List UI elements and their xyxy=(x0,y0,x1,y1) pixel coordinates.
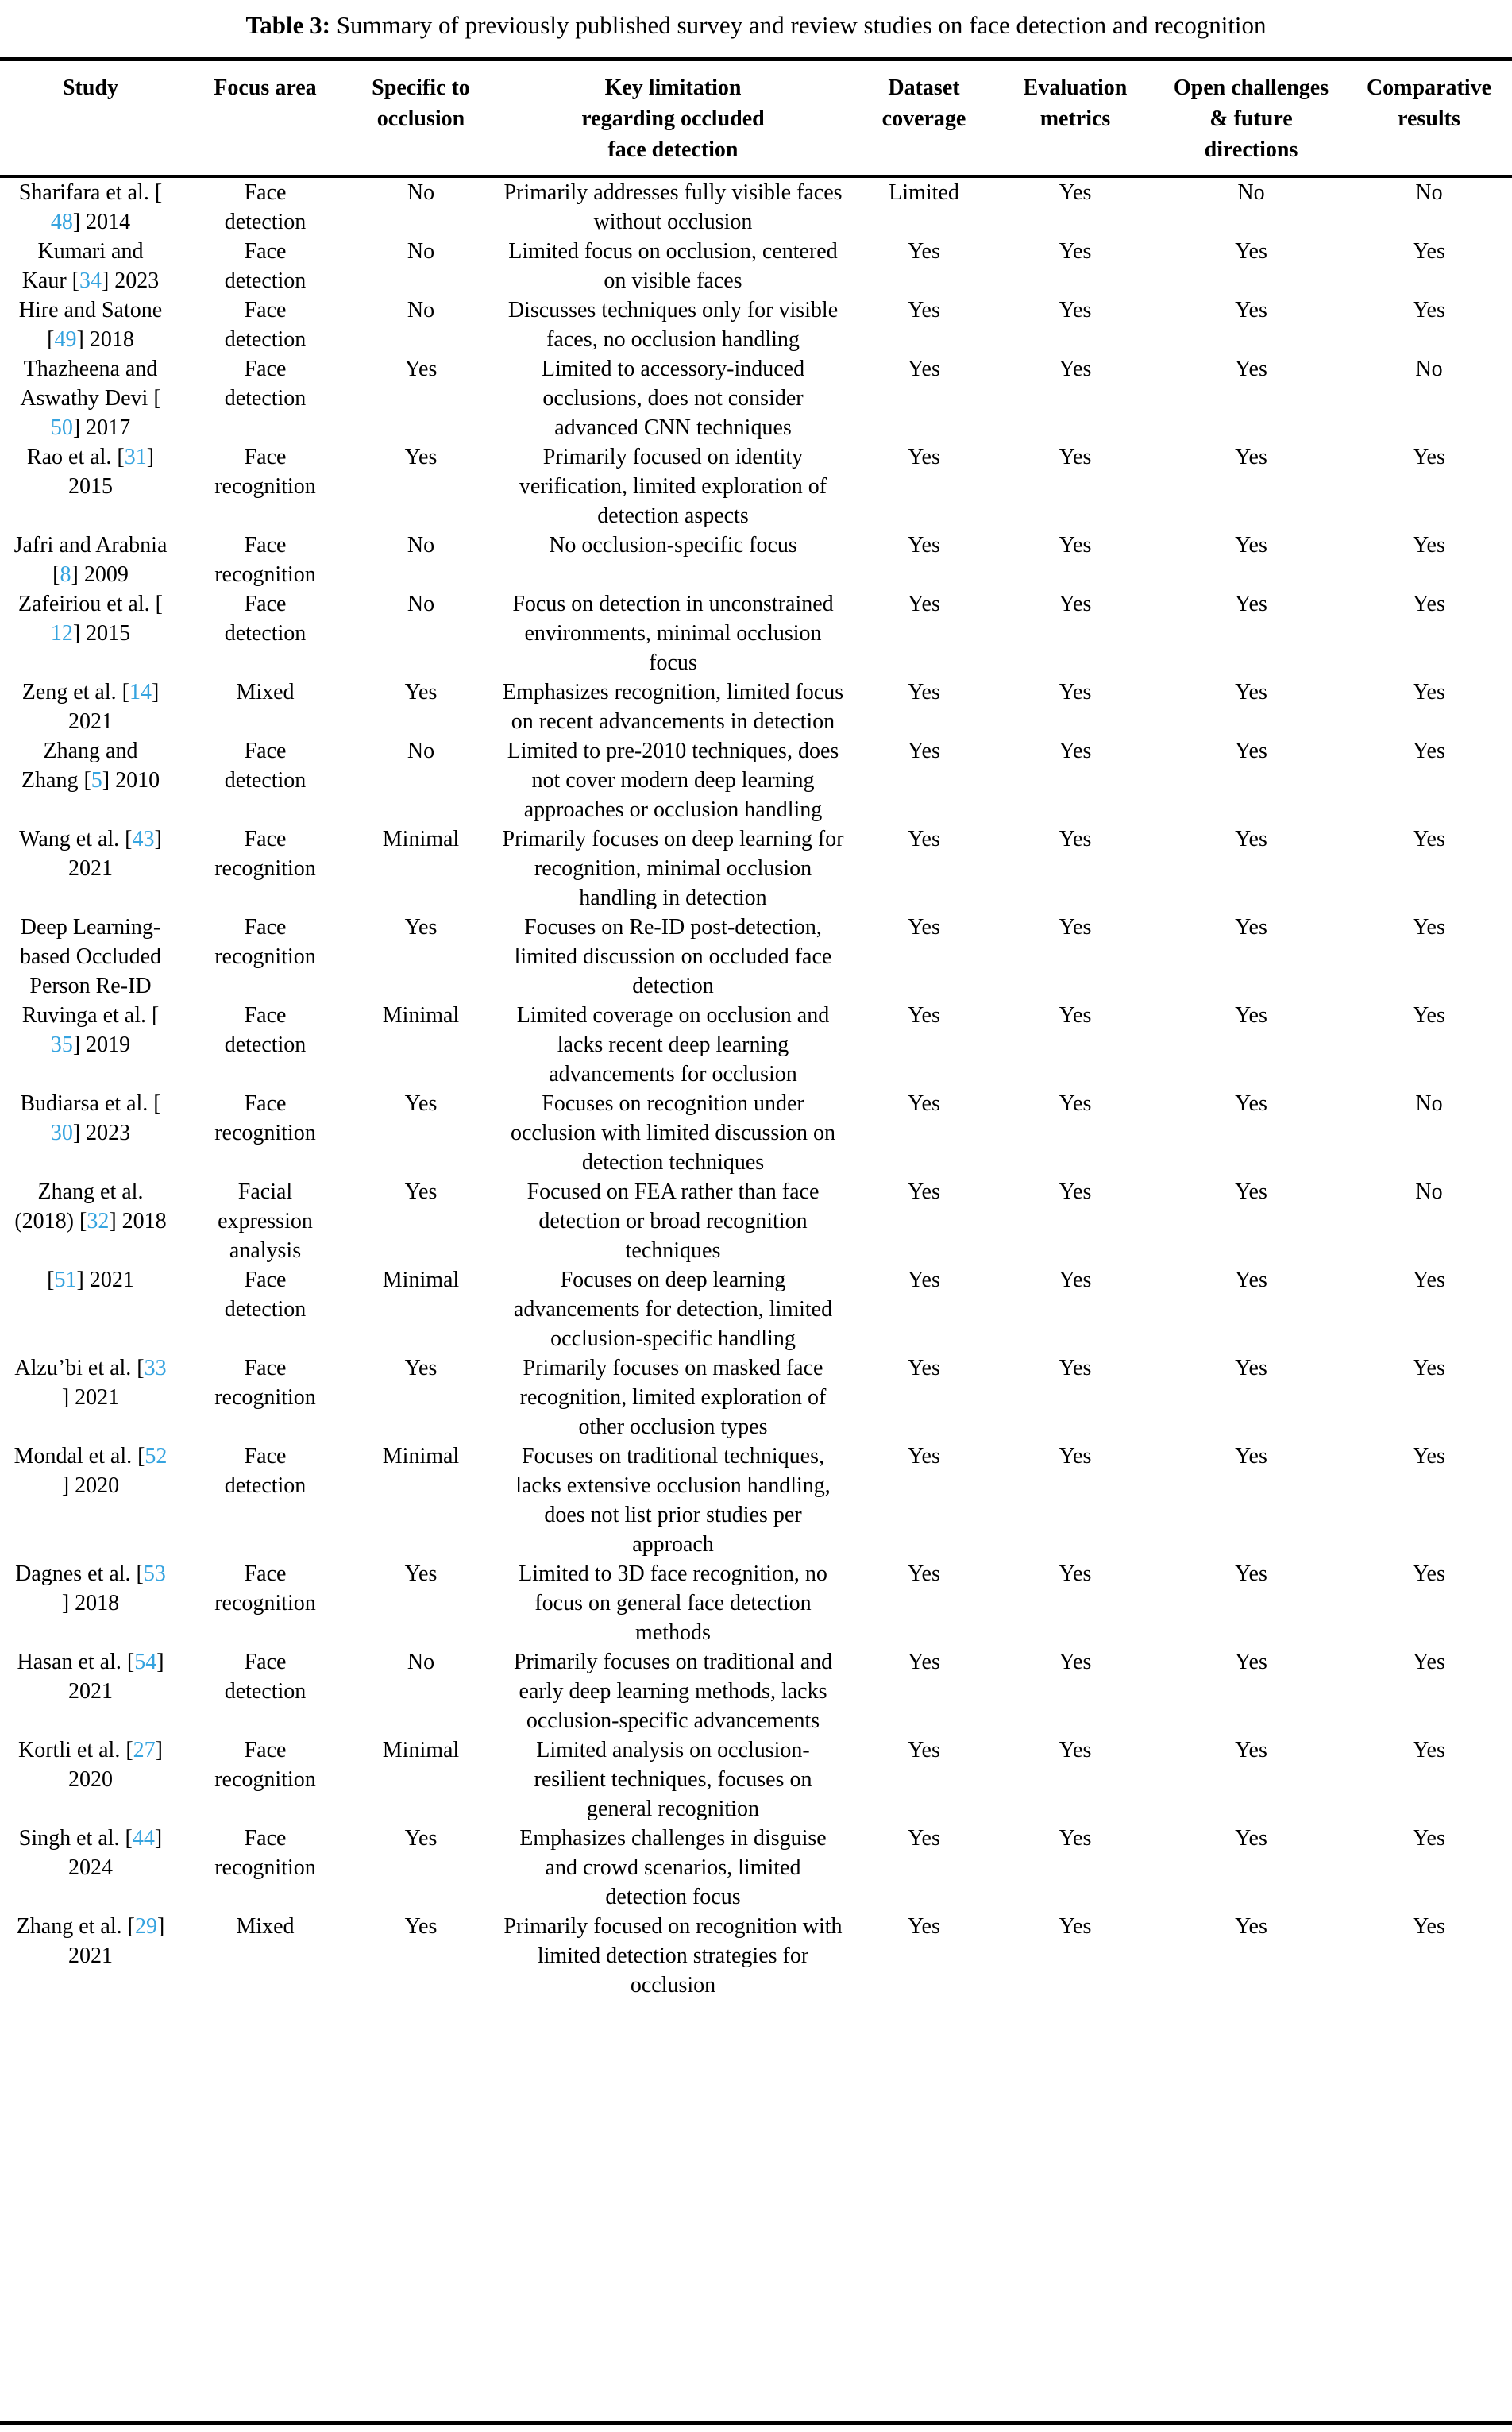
open-challenges-cell: Yes xyxy=(1235,915,1267,940)
table-row xyxy=(0,295,1512,354)
evaluation-metrics-cell: Yes xyxy=(1059,357,1092,381)
focus-area-cell: Face recognition xyxy=(214,827,316,881)
col-header-specific-to-occlusion: Specific to occlusion xyxy=(349,61,492,176)
open-challenges-cell: Yes xyxy=(1235,533,1267,558)
citation-link[interactable]: 33 xyxy=(144,1356,167,1380)
table-row xyxy=(0,1824,1512,1912)
key-limitation-cell: Limited analysis on occlusion-resilient techniques, focuses on general recognition xyxy=(534,1738,812,1821)
focus-area-cell: Mixed xyxy=(236,680,295,705)
focus-area-cell: Face recognition xyxy=(214,533,316,587)
evaluation-metrics-cell: Yes xyxy=(1059,239,1092,264)
table-row xyxy=(0,354,1512,442)
table-row xyxy=(0,1353,1512,1442)
table-body xyxy=(0,176,1512,2000)
open-challenges-cell: Yes xyxy=(1235,239,1267,264)
focus-area-cell: Face detection xyxy=(224,239,307,293)
citation-link[interactable]: 31 xyxy=(124,445,147,469)
dataset-coverage-cell: Yes xyxy=(908,1003,940,1028)
citation-link[interactable]: 5 xyxy=(91,768,102,793)
specific-to-occlusion-cell: Yes xyxy=(404,357,438,381)
key-limitation-cell: Focus on detection in unconstrained environments, minimal occlusion focus xyxy=(512,592,834,675)
dataset-coverage-cell: Yes xyxy=(908,298,940,322)
table-caption xyxy=(8,10,1504,41)
specific-to-occlusion-cell: Yes xyxy=(404,1091,438,1116)
col-header-evaluation-metrics: Evaluation metrics xyxy=(994,61,1156,176)
table-row xyxy=(0,1559,1512,1647)
open-challenges-cell: Yes xyxy=(1235,1650,1267,1674)
dataset-coverage-cell: Yes xyxy=(908,1561,940,1586)
dataset-coverage-cell: Yes xyxy=(908,827,940,851)
open-challenges-cell: Yes xyxy=(1235,1356,1267,1380)
evaluation-metrics-cell: Yes xyxy=(1059,1738,1092,1762)
study-cell: Singh et al. [44] 2024 xyxy=(0,1824,181,1912)
focus-area-cell: Face detection xyxy=(224,357,307,411)
study-cell: Sharifara et al. [48] 2014 xyxy=(0,176,181,237)
comparative-results-cell: No xyxy=(1415,180,1443,205)
dataset-coverage-cell: Yes xyxy=(908,357,940,381)
evaluation-metrics-cell: Yes xyxy=(1059,445,1092,469)
table-row xyxy=(0,589,1512,677)
dataset-coverage-cell: Yes xyxy=(908,1738,940,1762)
evaluation-metrics-cell: Yes xyxy=(1059,827,1092,851)
specific-to-occlusion-cell: Yes xyxy=(404,1561,438,1586)
open-challenges-cell: Yes xyxy=(1235,1738,1267,1762)
focus-area-cell: Face detection xyxy=(224,1268,307,1322)
focus-area-cell: Face recognition xyxy=(214,1826,316,1880)
col-header-focus-area: Focus area xyxy=(181,61,349,176)
dataset-coverage-cell: Yes xyxy=(908,1826,940,1851)
key-limitation-cell: Primarily focused on recognition with limited detection strategies for occlusion xyxy=(503,1914,843,1998)
focus-area-cell: Face detection xyxy=(224,180,307,234)
specific-to-occlusion-cell: Yes xyxy=(404,445,438,469)
table-caption-label: Table 3: xyxy=(245,11,330,39)
study-cell: Zhang and Zhang [5] 2010 xyxy=(0,736,181,824)
comparative-results-cell: Yes xyxy=(1413,1003,1445,1028)
table-row xyxy=(0,1735,1512,1824)
focus-area-cell: Face detection xyxy=(224,1444,307,1498)
table-row xyxy=(0,1912,1512,2000)
citation-link[interactable]: 34 xyxy=(79,268,102,293)
focus-area-cell: Mixed xyxy=(236,1914,295,1939)
key-limitation-cell: Emphasizes challenges in disguise and crowd scenarios, limited detection focus xyxy=(519,1826,827,1909)
study-cell: Zeng et al. [14] 2021 xyxy=(0,677,181,736)
specific-to-occlusion-cell: Minimal xyxy=(382,1268,460,1292)
key-limitation-cell: Limited coverage on occlusion and lacks recent deep learning advancements for occlusion xyxy=(516,1003,830,1087)
dataset-coverage-cell: Yes xyxy=(908,1179,940,1204)
specific-to-occlusion-cell: Minimal xyxy=(382,1444,460,1469)
open-challenges-cell: Yes xyxy=(1235,1091,1267,1116)
study-cell: Jafri and Arabnia [8] 2009 xyxy=(0,531,181,589)
comparative-results-cell: Yes xyxy=(1413,1650,1445,1674)
open-challenges-cell: Yes xyxy=(1235,1268,1267,1292)
evaluation-metrics-cell: Yes xyxy=(1059,180,1092,205)
specific-to-occlusion-cell: Yes xyxy=(404,1826,438,1851)
specific-to-occlusion-cell: Minimal xyxy=(382,1003,460,1028)
comparative-results-cell: Yes xyxy=(1413,827,1445,851)
focus-area-cell: Face detection xyxy=(224,592,307,646)
evaluation-metrics-cell: Yes xyxy=(1059,1650,1092,1674)
citation-link[interactable]: 52 xyxy=(145,1444,168,1469)
dataset-coverage-cell: Yes xyxy=(908,680,940,705)
open-challenges-cell: Yes xyxy=(1235,739,1267,763)
citation-link[interactable]: 14 xyxy=(129,680,152,705)
bottom-rule xyxy=(0,2421,1512,2425)
study-cell: [51] 2021 xyxy=(0,1265,181,1353)
col-header-key-limitation: Key limitation regarding occluded face detection xyxy=(492,61,854,176)
comparative-results-cell: Yes xyxy=(1413,592,1445,616)
dataset-coverage-cell: Yes xyxy=(908,239,940,264)
col-header-open-challenges: Open challenges & future directions xyxy=(1156,61,1346,176)
study-cell: Kortli et al. [27] 2020 xyxy=(0,1735,181,1824)
focus-area-cell: Face detection xyxy=(224,739,307,793)
table-row xyxy=(0,824,1512,913)
evaluation-metrics-cell: Yes xyxy=(1059,1003,1092,1028)
open-challenges-cell: Yes xyxy=(1235,827,1267,851)
open-challenges-cell: Yes xyxy=(1235,592,1267,616)
comparative-results-cell: Yes xyxy=(1413,445,1445,469)
evaluation-metrics-cell: Yes xyxy=(1059,1356,1092,1380)
key-limitation-cell: Limited focus on occlusion, centered on visible faces xyxy=(508,239,838,293)
study-cell: Wang et al. [43] 2021 xyxy=(0,824,181,913)
key-limitation-cell: Primarily addresses fully visible faces without occlusion xyxy=(503,180,843,234)
citation-link[interactable]: 35 xyxy=(50,1033,73,1057)
citation-link[interactable]: 53 xyxy=(143,1561,166,1586)
open-challenges-cell: Yes xyxy=(1235,1561,1267,1586)
comparative-results-cell: Yes xyxy=(1413,915,1445,940)
comparative-results-cell: No xyxy=(1415,1091,1443,1116)
table-row xyxy=(0,1089,1512,1177)
comparative-results-cell: Yes xyxy=(1413,1738,1445,1762)
study-cell: Hasan et al. [54] 2021 xyxy=(0,1647,181,1735)
citation-link[interactable]: 27 xyxy=(133,1738,156,1762)
key-limitation-cell: Focuses on traditional techniques, lacks extensive occlusion handling, does not list prior studies per approach xyxy=(515,1444,831,1557)
key-limitation-cell: Focuses on recognition under occlusion with limited discussion on detection techniques xyxy=(510,1091,836,1175)
citation-link[interactable]: 49 xyxy=(54,327,77,352)
header-row xyxy=(0,61,1512,176)
specific-to-occlusion-cell: No xyxy=(407,533,435,558)
key-limitation-cell: Focused on FEA rather than face detection or broad recognition techniques xyxy=(526,1179,820,1263)
table-row xyxy=(0,1647,1512,1735)
evaluation-metrics-cell: Yes xyxy=(1059,680,1092,705)
specific-to-occlusion-cell: No xyxy=(407,298,435,322)
citation-link[interactable]: 12 xyxy=(50,621,73,646)
table-caption-text: Summary of previously published survey and review studies on face detection and recognition xyxy=(336,11,1267,39)
comparative-results-cell: Yes xyxy=(1413,1826,1445,1851)
key-limitation-cell: Limited to pre-2010 techniques, does not cover modern deep learning approaches or occlusion handling xyxy=(507,739,839,822)
col-header-comparative-results: Comparative results xyxy=(1346,61,1512,176)
citation-link[interactable]: 50 xyxy=(50,415,73,440)
dataset-coverage-cell: Yes xyxy=(908,1268,940,1292)
dataset-coverage-cell: Yes xyxy=(908,1914,940,1939)
comparative-results-cell: Yes xyxy=(1413,239,1445,264)
comparative-results-cell: Yes xyxy=(1413,680,1445,705)
dataset-coverage-cell: Yes xyxy=(908,1091,940,1116)
open-challenges-cell: Yes xyxy=(1235,298,1267,322)
table-row xyxy=(0,1265,1512,1353)
evaluation-metrics-cell: Yes xyxy=(1059,533,1092,558)
focus-area-cell: Face recognition xyxy=(214,1561,316,1616)
key-limitation-cell: Focuses on Re-ID post-detection, limited discussion on occluded face detection xyxy=(514,915,832,998)
evaluation-metrics-cell: Yes xyxy=(1059,1179,1092,1204)
focus-area-cell: Face detection xyxy=(224,298,307,352)
summary-table xyxy=(0,61,1512,2000)
comparative-results-cell: Yes xyxy=(1413,533,1445,558)
table-row xyxy=(0,237,1512,295)
citation-link[interactable]: 32 xyxy=(87,1209,110,1233)
specific-to-occlusion-cell: Yes xyxy=(404,1356,438,1380)
citation-link[interactable]: 29 xyxy=(134,1914,157,1939)
table-row xyxy=(0,1442,1512,1559)
citation-link[interactable]: 44 xyxy=(132,1826,155,1851)
table-row xyxy=(0,531,1512,589)
col-header-study: Study xyxy=(0,61,181,176)
focus-area-cell: Face recognition xyxy=(214,445,316,499)
col-header-dataset-coverage: Dataset coverage xyxy=(854,61,994,176)
evaluation-metrics-cell: Yes xyxy=(1059,592,1092,616)
open-challenges-cell: Yes xyxy=(1235,1826,1267,1851)
study-cell: Deep Learning-based Occluded Person Re-ID xyxy=(19,915,162,998)
study-cell: Zhang et al. (2018) [32] 2018 xyxy=(0,1177,181,1265)
dataset-coverage-cell: Yes xyxy=(908,445,940,469)
comparative-results-cell: Yes xyxy=(1413,1356,1445,1380)
key-limitation-cell: No occlusion-specific focus xyxy=(549,533,797,558)
evaluation-metrics-cell: Yes xyxy=(1059,1561,1092,1586)
key-limitation-cell: Limited to accessory-induced occlusions, does not consider advanced CNN techniques xyxy=(541,357,805,440)
table-row xyxy=(0,1001,1512,1089)
study-cell: Kumari and Kaur [34] 2023 xyxy=(0,237,181,295)
dataset-coverage-cell: Yes xyxy=(908,915,940,940)
comparative-results-cell: Yes xyxy=(1413,298,1445,322)
table-row xyxy=(0,677,1512,736)
citation-link[interactable]: 51 xyxy=(54,1268,77,1292)
study-cell: Alzu’bi et al. [33] 2021 xyxy=(0,1353,181,1442)
key-limitation-cell: Emphasizes recognition, limited focus on recent advancements in detection xyxy=(502,680,844,734)
study-cell: Budiarsa et al. [30] 2023 xyxy=(0,1089,181,1177)
specific-to-occlusion-cell: No xyxy=(407,1650,435,1674)
key-limitation-cell: Limited to 3D face recognition, no focus on general face detection methods xyxy=(519,1561,827,1645)
comparative-results-cell: No xyxy=(1415,1179,1443,1204)
open-challenges-cell: Yes xyxy=(1235,1179,1267,1204)
specific-to-occlusion-cell: Minimal xyxy=(382,1738,460,1762)
open-challenges-cell: Yes xyxy=(1235,1444,1267,1469)
table-row xyxy=(0,913,1512,1001)
dataset-coverage-cell: Yes xyxy=(908,592,940,616)
focus-area-cell: Face detection xyxy=(224,1650,307,1704)
key-limitation-cell: Discusses techniques only for visible faces, no occlusion handling xyxy=(507,298,839,352)
study-cell: Zafeiriou et al. [12] 2015 xyxy=(0,589,181,677)
specific-to-occlusion-cell: Yes xyxy=(404,1914,438,1939)
study-cell: Thazheena and Aswathy Devi [50] 2017 xyxy=(0,354,181,442)
focus-area-cell: Face recognition xyxy=(214,915,316,969)
evaluation-metrics-cell: Yes xyxy=(1059,1091,1092,1116)
study-cell: Hire and Satone [49] 2018 xyxy=(0,295,181,354)
specific-to-occlusion-cell: Yes xyxy=(404,915,438,940)
focus-area-cell: Face recognition xyxy=(214,1738,316,1792)
dataset-coverage-cell: Yes xyxy=(908,1650,940,1674)
study-cell: Ruvinga et al. [35] 2019 xyxy=(0,1001,181,1089)
key-limitation-cell: Primarily focuses on deep learning for recognition, minimal occlusion handling in detection xyxy=(502,827,844,910)
evaluation-metrics-cell: Yes xyxy=(1059,739,1092,763)
paper-page xyxy=(0,10,1512,2432)
comparative-results-cell: Yes xyxy=(1413,1444,1445,1469)
evaluation-metrics-cell: Yes xyxy=(1059,1826,1092,1851)
focus-area-cell: Face detection xyxy=(224,1003,307,1057)
comparative-results-cell: Yes xyxy=(1413,1914,1445,1939)
key-limitation-cell: Primarily focuses on masked face recognition, limited exploration of other occlusion types xyxy=(519,1356,827,1439)
specific-to-occlusion-cell: No xyxy=(407,239,435,264)
dataset-coverage-cell: Yes xyxy=(908,1356,940,1380)
study-cell: Zhang et al. [29] 2021 xyxy=(0,1912,181,2000)
evaluation-metrics-cell: Yes xyxy=(1059,1268,1092,1292)
comparative-results-cell: Yes xyxy=(1413,739,1445,763)
citation-link[interactable]: 30 xyxy=(50,1121,73,1145)
evaluation-metrics-cell: Yes xyxy=(1059,915,1092,940)
comparative-results-cell: No xyxy=(1415,357,1443,381)
specific-to-occlusion-cell: Yes xyxy=(404,1179,438,1204)
specific-to-occlusion-cell: No xyxy=(407,739,435,763)
table-row xyxy=(0,442,1512,531)
citation-link[interactable]: 48 xyxy=(50,210,73,234)
study-cell: Mondal et al. [52] 2020 xyxy=(0,1442,181,1559)
comparative-results-cell: Yes xyxy=(1413,1268,1445,1292)
study-cell: Rao et al. [31] 2015 xyxy=(0,442,181,531)
table-row xyxy=(0,176,1512,237)
open-challenges-cell: Yes xyxy=(1235,680,1267,705)
specific-to-occlusion-cell: No xyxy=(407,592,435,616)
dataset-coverage-cell: Limited xyxy=(889,180,959,205)
key-limitation-cell: Primarily focuses on traditional and early deep learning methods, lacks occlusion-specific advancements xyxy=(513,1650,833,1733)
focus-area-cell: Face recognition xyxy=(214,1091,316,1145)
key-limitation-cell: Focuses on deep learning advancements for detection, limited occlusion-specific handling xyxy=(513,1268,833,1351)
evaluation-metrics-cell: Yes xyxy=(1059,298,1092,322)
open-challenges-cell: Yes xyxy=(1235,1003,1267,1028)
open-challenges-cell: Yes xyxy=(1235,445,1267,469)
citation-link[interactable]: 43 xyxy=(132,827,155,851)
table-row xyxy=(0,736,1512,824)
citation-link[interactable]: 54 xyxy=(134,1650,157,1674)
specific-to-occlusion-cell: Minimal xyxy=(382,827,460,851)
dataset-coverage-cell: Yes xyxy=(908,1444,940,1469)
table-header xyxy=(0,61,1512,176)
table-row xyxy=(0,1177,1512,1265)
specific-to-occlusion-cell: Yes xyxy=(404,680,438,705)
dataset-coverage-cell: Yes xyxy=(908,739,940,763)
open-challenges-cell: Yes xyxy=(1235,357,1267,381)
evaluation-metrics-cell: Yes xyxy=(1059,1444,1092,1469)
open-challenges-cell: No xyxy=(1237,180,1265,205)
evaluation-metrics-cell: Yes xyxy=(1059,1914,1092,1939)
citation-link[interactable]: 8 xyxy=(60,562,71,587)
focus-area-cell: Facial expression analysis xyxy=(218,1179,313,1263)
specific-to-occlusion-cell: No xyxy=(407,180,435,205)
comparative-results-cell: Yes xyxy=(1413,1561,1445,1586)
focus-area-cell: Face recognition xyxy=(214,1356,316,1410)
open-challenges-cell: Yes xyxy=(1235,1914,1267,1939)
study-cell: Dagnes et al. [53] 2018 xyxy=(0,1559,181,1647)
key-limitation-cell: Primarily focused on identity verification, limited exploration of detection aspects xyxy=(519,445,827,528)
dataset-coverage-cell: Yes xyxy=(908,533,940,558)
